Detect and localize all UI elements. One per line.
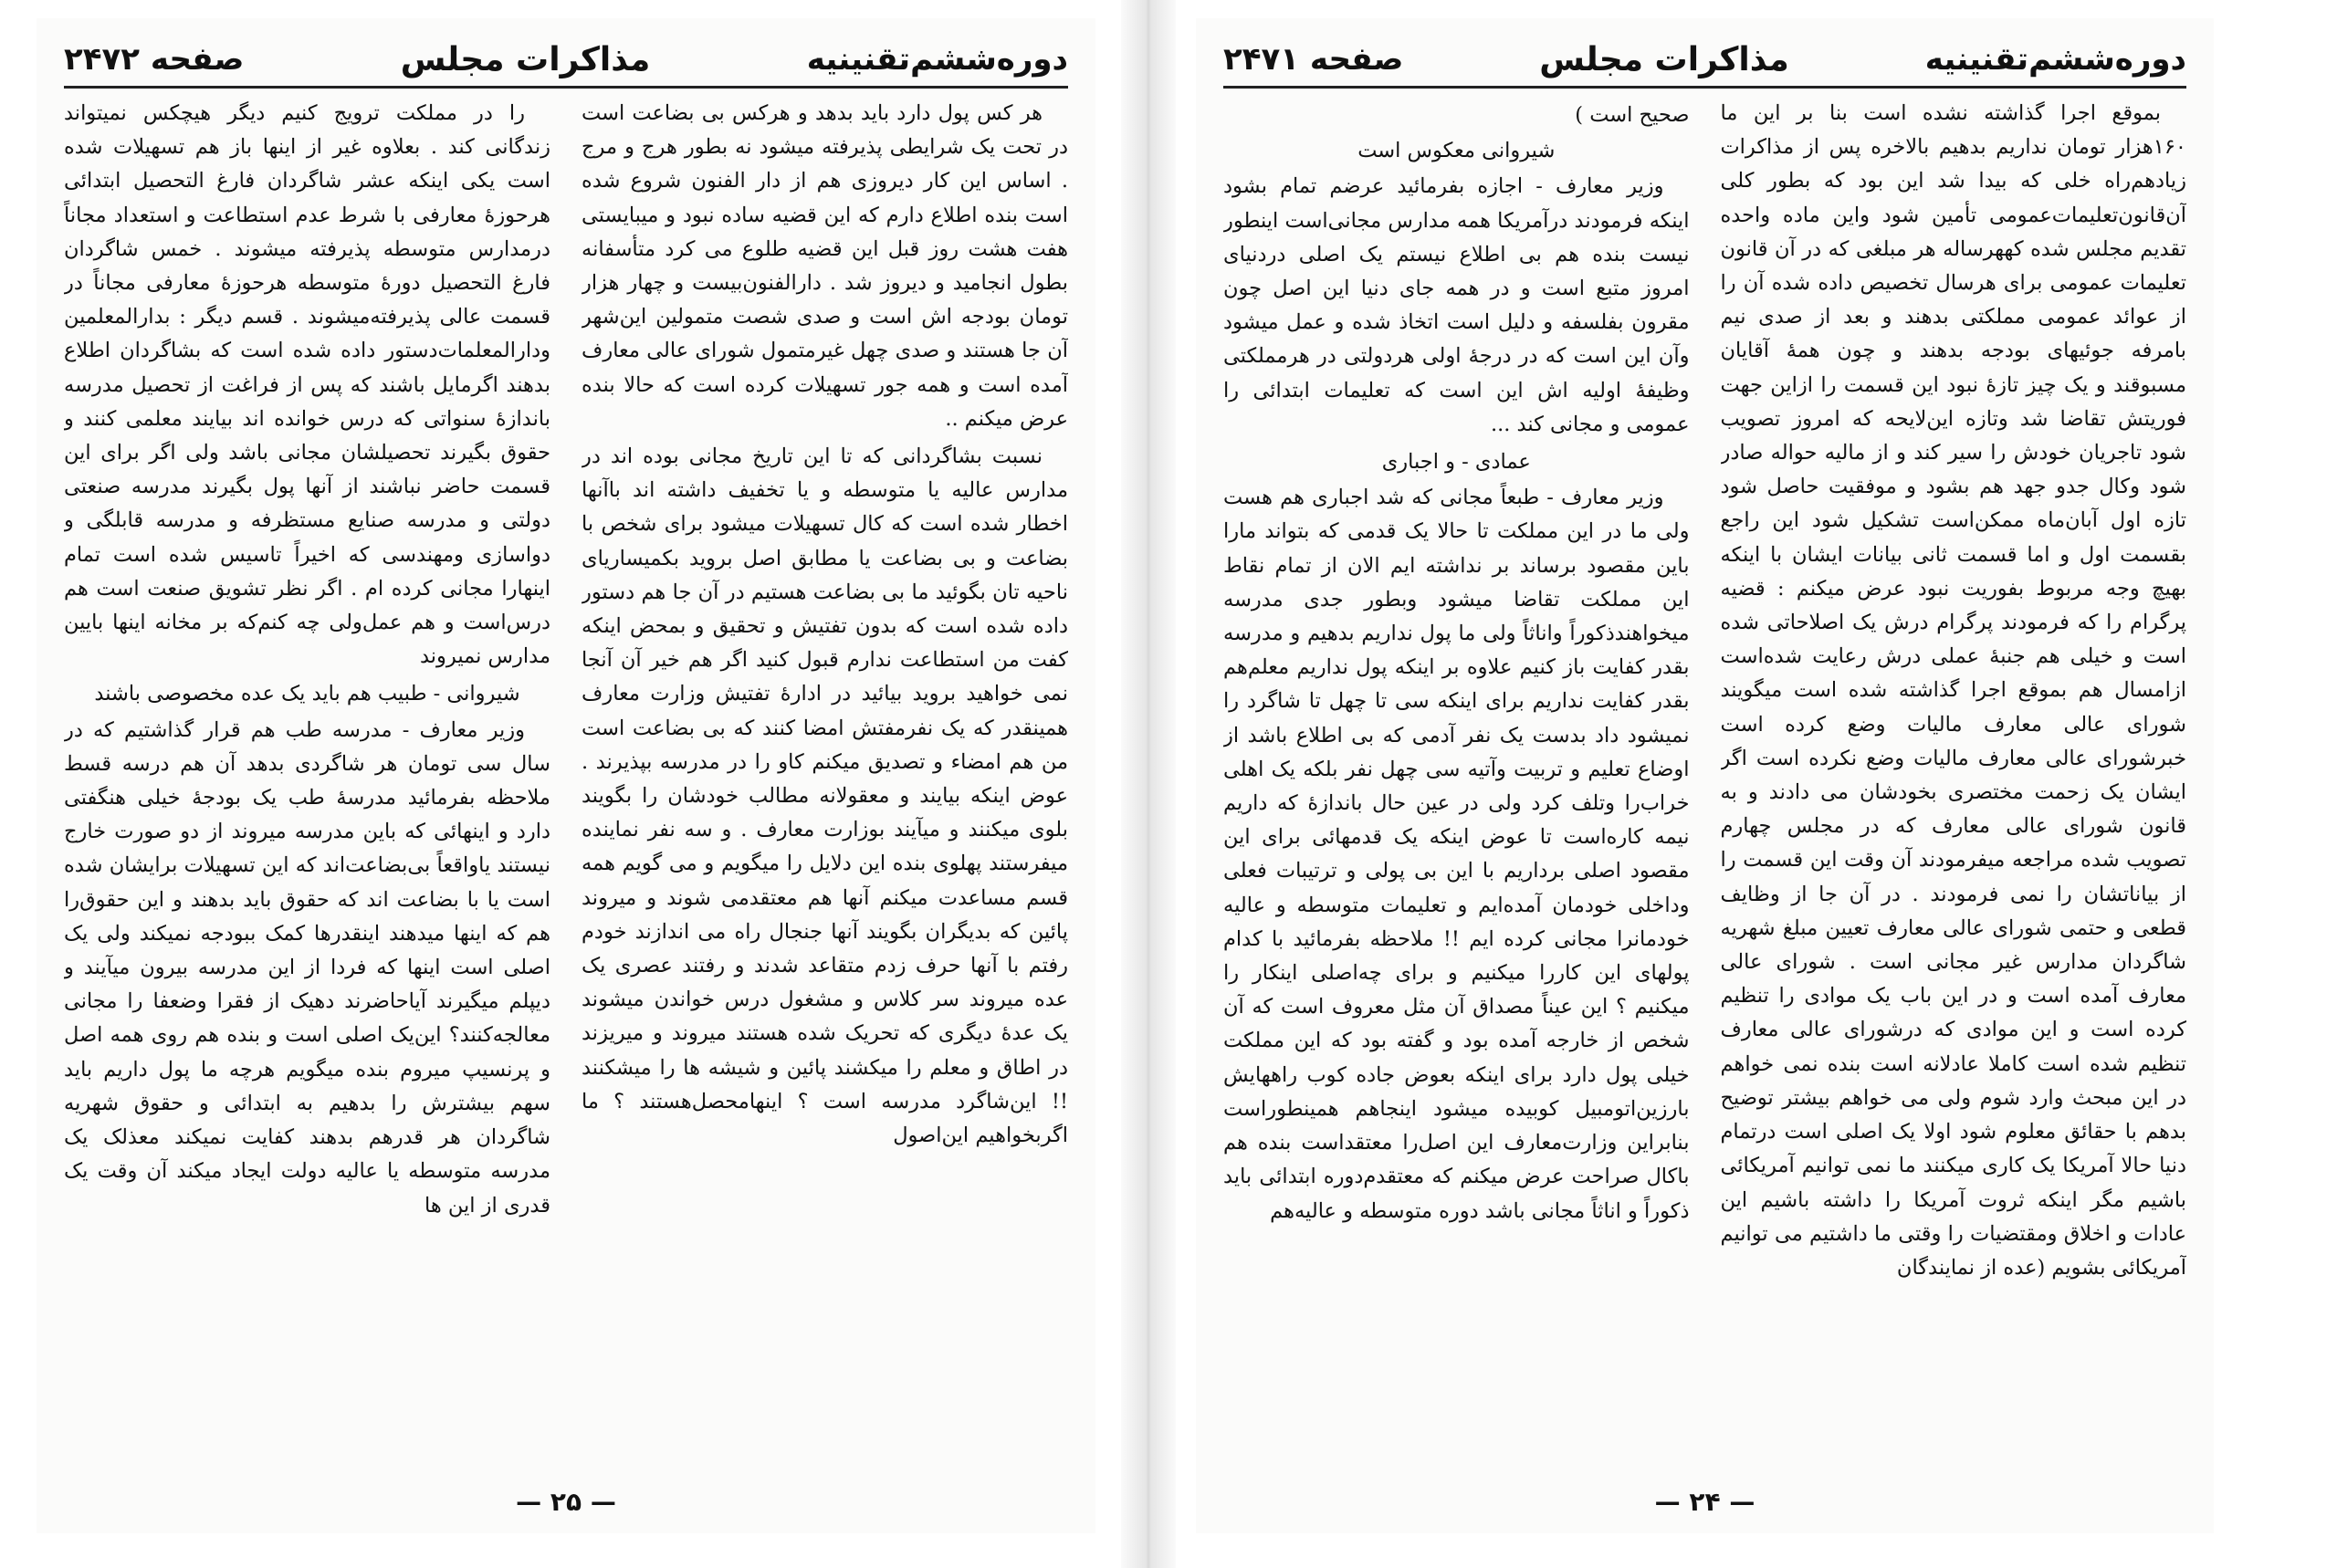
paragraph: بموقع اجرا گذاشته نشده است بنا بر این ما ۱۶۰هزار تومان نداریم بدهیم بالاخره پس از مذاکرات زیادهم‌راه خلی که بیدا شد این بود که بطور کلی آن‌قانون‌تعلیمات‌عمومی تأمین شود واین ماده واحده تقدیم مجلس شده کههرساله هر مبلغی که در آن قانون تعلیمات عمومی برای هرسال تخصیص داده شده آن را از عوائد عمومی مملکتی بدهند و بعد از صدی نیم بامرفه جوئیهای بودجه بدهند و چون همهٔ آقایان مسبوقند و یک چیز تازهٔ نبود این قسمت را ازاین جهت فوریتش تقاضا شد وتازه این‌لایحه که امروز تصویب شود تاجریان خودش را سیر کند و از مالیه حواله صادر شود وکال جدو جهد هم بشود و موفقیت حاصل شود تازه اول آبان‌ماه ممکن‌است تشکیل شود این راجع بقسمت اول و اما قسمت ثانی بیانات ایشان با اینکه بهیچ وجه مربوط بفوریت نبود عرض میکنم : قضیه پرگرام را که فرمودند پرگرام درش یک اصلاحاتی شده است و خیلی هم جنبهٔ عملی درش رعایت شده‌است ازامسال هم بموقع اجرا گذاشته شده است میگویند شورای عالی معارف مالیات وضع کرده است خبرشورای عالی معارف مالیات وضع نکرده است اگر ایشان یک زحمت مختصری بخودشان می دادند و به قانون شورای عالی معارف که در مجلس چهارم تصویب شده مراجعه میفرمودند آن وقت این قسمت را از بیاناتشان را نمی فرمودند . در آن جا از وظایف قطعی و حتمی شورای عالی معارف تعیین مبلغ شهریه شاگردان مدارس غیر مجانی است . شورای عالی معارف آمده است و در این باب یک موادی را تنظیم کرده است و این موادی که درشورای عالی معارف تنظیم شده است کاملا عادلانه است بنده نمی خواهم در این مبحث وارد شوم ولی می خواهم بیشتر توضیح بدهم با حقائق معلوم شود اولا یک اصلی است درتمام دنیا حالا آمریکا یک کاری میکنند ما نمی توانیم آمریکائی باشیم مگر اینکه ثروت آمریکا را داشته باشیم این عادات و اخلاق ومقتضیات را وقتی ما داشتیم می توانیم آمریکائی بشویم (عده از نمایندگان <box>1720 101 2186 1280</box>
left-page <box>37 18 1095 1533</box>
paragraph: وزیر معارف - مدرسه طب هم قرار گذاشتیم که در سال سی تومان هر شاگردی بدهد آن هم درسه قسط ملاحظه بفرمائید مدرسهٔ طب یک بودجهٔ خیلی هنگفتی دارد و اینهائی که باین مدرسه میروند از دو صورت خارج نیستند یاواقعاً بی‌بضاعت‌اند که این تسهیلات برایشان شده است یا با بضاعت اند که حقوق باید بدهند و این حقوق‌را هم که اینها میدهند اینقدرها کمک ببودجه نمیکند ولی یک اصلی است اینها که فردا از این مدرسه بیرون میآیند و دیپلم میگیرند آیاحاضرند دهیک از فقرا وضعفا را مجانی معالجه‌کنند؟ این‌یک اصلی است و بنده هم روی همه اصل و پرنسیپ میروم بنده میگویم هرچه ما پول داریم باید سهم بیشترش را بدهیم به ابتدائی و حقوق شهریه شاگردان هر قدرهم بدهند کفایت نمیکند معذلک یک مدرسه متوسطه یا عالیه دولت ایجاد میکند آن وقت یک قدری از این ها <box>64 717 550 1218</box>
fragment-line: صحیح است ) <box>1575 103 1690 127</box>
journal-title: مذاکرات مجلس <box>400 40 651 78</box>
text-column <box>582 97 1068 1469</box>
left-page-columns <box>64 97 1068 1469</box>
right-page-columns <box>1223 97 2186 1469</box>
speaker-line: شیروانی - طبیب هم باید یک عده مخصوصی باشند <box>94 682 520 706</box>
session-label: دوره‌ششم‌تقنینیه <box>806 41 1068 78</box>
book-gutter <box>1121 0 1176 1568</box>
session-label: دوره‌ششم‌تقنینیه <box>1924 41 2186 78</box>
page-footer-number: — ۲۴ — <box>1654 1487 1755 1517</box>
journal-title: مذاکرات مجلس <box>1539 40 1789 78</box>
text-column <box>64 97 550 1469</box>
paragraph: وزیر معارف - اجازه بفرمائید عرضم تمام بشود اینکه فرمودند درآمریکا همه مدارس مجانی‌است اینطور نیست بنده هم بی اطلاع نیستم یک اصلی دردنیای امروز متبع است و در همه جای دنیا این اصل چون مقرون بفلسفه و دلیل است اتخاذ شده و عمل میشود وآن این است که در درجهٔ اولی هردولتی در هرمملکتی وظیفهٔ اولیه اش این است که تعلیمات ابتدائی را عمومی و مجانی کند ... <box>1223 174 1690 436</box>
page-number-label: صفحه ۲۴۷۱ <box>1223 41 1404 78</box>
page-number-label: صفحه ۲۴۷۲ <box>64 41 245 78</box>
right-page <box>1196 18 2214 1533</box>
text-column <box>1721 97 2187 1469</box>
speaker-line: عمادی - و اجباری <box>1381 450 1531 475</box>
paragraph: هر کس پول دارد باید بدهد و هرکس بی بضاعت است در تحت یک شرایطی پذیرفته میشود نه بطور هرج و مرج . اساس این کار دیروزی هم از دار الفنون شروع شده است بنده اطلاع دارم که این قضیه ساده نبود و میبایستی هفت هشت روز قبل این قضیه طلوع می کرد متأسفانه بطول انجامید و دیروز شد . دارالفنون‌بیست و چهار هزار تومان بودجه اش است و صدی شصت متمولین این‌شهر آن جا هستند و صدی چهل غیرمتمول شورای عالی معارف آمده است و همه جور تسهیلات کرده است که حالا بنده عرض میکنم .. <box>582 101 1068 431</box>
left-page-header <box>64 33 1068 89</box>
text-column <box>1223 97 1690 1469</box>
speaker-line: شیروانی معکوس است <box>1357 139 1556 163</box>
page-footer-number: — ۲۵ — <box>516 1487 616 1517</box>
paragraph: نسبت بشاگردانی که تا این تاریخ مجانی بوده اند در مدارس عالیه یا متوسطه و یا تخفیف داشته اند باآنها اخطار شده است که کال تسهیلات میشود برای شخص با بضاعت و بی بضاعت یا مطابق اصل بروید بکمیساریای ناحیه تان بگوئید ما بی بضاعت هستیم در آن جا هم دستور داده شده است که بدون تفتیش و تحقیق و بمحض اینکه کفت من استطاعت ندارم قبول کنید اگر هم خیر آن آنجا نمی خواهید بروید بیائید در ادارهٔ تفتیش وزارت معارف همینقدر که یک نفرمفتش امضا کنند که بی بضاعت است من هم امضاء و تصدیق میکنم کاو را در مدرسه بپذیرند . عوض اینکه بیایند و معقولانه مطالب خودشان را بگویند بلوی میکنند و میآیند بوزارت معارف . و سه نفر نماینده میفرستند پهلوی بنده این دلایل را میگویم و می گویم همه قسم مساعدت میکنم آنها هم معتقدمی شوند و میروند پائین که بدیگران بگویند آنها جنجال راه می اندازند خودم رفتم با آنها حرف زدم متقاعد شدند و رفتند عصری یک عده میروند سر کلاس و مشغول درس خواندن میشوند یک عدهٔ دیگری که تحریک شده هستند میروند و میریزند در اطاق و معلم را میکشند پائین و شیشه ها را میشکنند !! این‌شاگرد مدرسه است ؟ اینها‌محصل‌هستند ؟ ما اگربخواهیم این‌اصول <box>582 444 1068 1148</box>
paragraph: وزیر معارف - طبعاً مجانی که شد اجباری هم هست ولی ما در این مملکت تا حالا یک قدمی که بتواند مارا باین مقصود برساند بر نداشته ایم الان از تمام نقاط این مملکت تقاضا میشود وبطور جدی مدرسه میخواهندذکوراً واناثاً ولی ما پول نداریم بدهیم و مدرسه بقدر کفایت باز کنیم علاوه بر اینکه پول نداریم معلم‌هم بقدر کفایت نداریم برای اینکه سی تا چهل تا شاگرد را نمیشود داد بدست یک نفر آدمی که بی اطلاع باشد از اوضاع تعلیم و تربیت وآتیه سی چهل نفر بلکه یک اهلی خراب‌را وتلف کرد ولی در عین حال باندازهٔ که داریم نیمه کاره‌است تا عوض اینکه یک قدمهائی برای این مقصود اصلی برداریم با این بی پولی و ترتیبات فعلی وداخلی خودمان آمده‌ایم و تعلیمات متوسطه و عالیه خودمانرا مجانی کرده ایم !! ملاحظه بفرمائید با کدام پولهای این کاررا میکنیم و برای چه‌اصلی اینکار را میکنیم ؟ این عیناً مصداق آن مثل معروف است که آن شخص از خارجه آمده بود و گفته بود که این مملکت خیلی پول دارد برای اینکه بعوض جاده کوب راههایش بارزین‌اتومبیل کوبیده میشود اینجاهم همینطوراست بنابراین وزارت‌معارف این اصل‌را معتقداست بنده هم باکال صراحت عرض میکنم که معتقدم‌دوره ابتدائی باید ذکوراً و اناثاً مجانی باشد دوره متوسطه و عالیه‌هم <box>1223 486 1690 1223</box>
right-page-header <box>1223 33 2186 89</box>
paragraph: را در مملکت ترویج کنیم دیگر هیچکس نمیتواند زندگانی کند . بعلاوه غیر از اینها باز هم تسهیلات شده است یکی اینکه عشر شاگردان فارغ التحصیل ابتدائی هرحوزهٔ معارفی با شرط عدم استطاعت و استعداد مجاناً درمدارس متوسطه پذیرفته میشوند . خمس شاگردان فارغ التحصیل دورهٔ متوسطه هرحوزهٔ معارفی مجاناً در قسمت عالی پذیرفته‌میشوند . قسم دیگر : بدارالمعلمین ودارالمعلمات‌دستور داده شده است که بشاگردان اطلاع بدهند اگرمایل باشند که پس از فراغت از تحصیل مدرسه باندازهٔ سنواتی که درس خوانده اند بیایند معلمی کنند و حقوق بگیرند تحصیلشان مجانی باشد ولی اگر برای این قسمت حاضر نباشند از آنها پول بگیرند مدرسه صنعتی دولتی و مدرسه صنایع مستظرفه و مدرسه قابلگی و دواسازی ومهندسی که اخیراً تاسیس شده است تمام اینهارا مجانی کرده ام . اگر نظر تشویق صنعت است هم درس‌است و هم عمل‌ولی چه کنم‌که بر مخانه اینها بایین مدارس نمیروند <box>64 101 550 669</box>
